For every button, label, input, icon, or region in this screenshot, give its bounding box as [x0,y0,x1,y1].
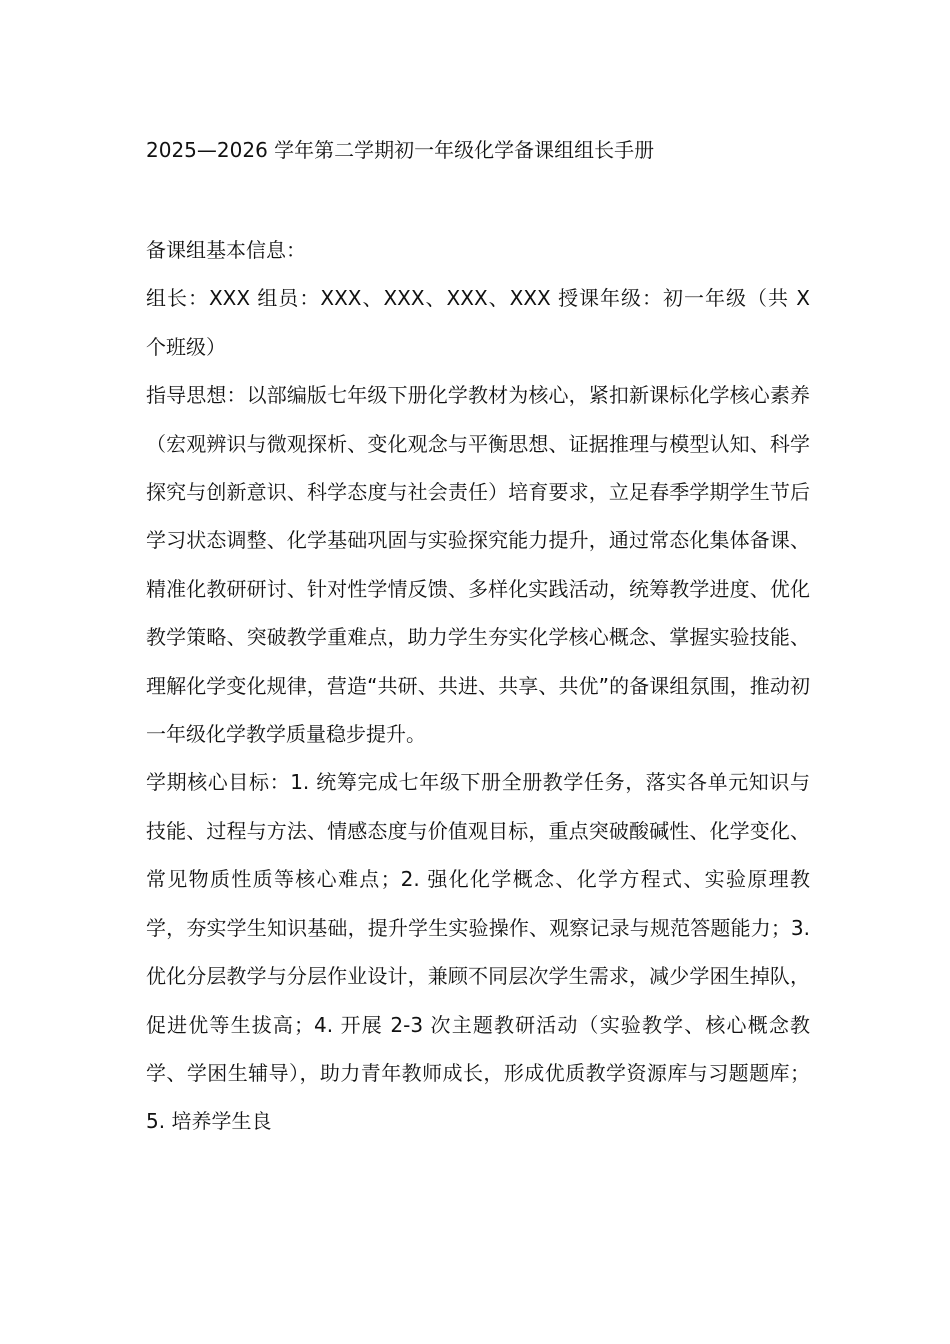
document-title: 2025—2026 学年第二学期初一年级化学备课组组长手册 [146,138,655,162]
section-heading: 备课组基本信息： [146,238,306,262]
members-paragraph: 组长：XXX 组员：XXX、XXX、XXX、XXX 授课年级：初一年级（共 X 个班级） [146,286,810,359]
guiding-thought-paragraph: 指导思想：以部编版七年级下册化学教材为核心，紧扣新课标化学核心素养（宏观辨识与微观探析、变化观念与平衡思想、证据推理与模型认知、科学探究与创新意识、科学态度与社会责任）培育要求，立足春季学期学生节后学习状态调整、化学基础巩固与实验探究能力提升，通过常态化集体备课、精准化教研研讨、针对性学情反馈、多样化实践活动，统筹教学进度、优化教学策略、突破教学重难点，助力学生夯实化学核心概念、掌握实验技能、理解化学变化规律，营造“共研、共进、共享、共优”的备课组氛围，推动初一年级化学教学质量稳步提升。 [146,383,810,747]
core-goals-paragraph: 学期核心目标：1. 统筹完成七年级下册全册教学任务，落实各单元知识与技能、过程与方法、情感态度与价值观目标，重点突破酸碱性、化学变化、常见物质性质等核心难点；2. 强化化学概念、化学方程式、实验原理教学，夯实学生知识基础，提升学生实验操作、观察记录与规范答题能力；3. 优化分层教学与分层作业设计，兼顾不同层次学生需求，减少学困生掉队，促进优等生拔高；4. 开展 2-3 次主题教研活动（实验教学、核心概念教学、学困生辅导），助力青年教师成长，形成优质教学资源库与习题题库；5. 培养学生良 [146,770,810,1134]
document-body [146,226,810,1146]
